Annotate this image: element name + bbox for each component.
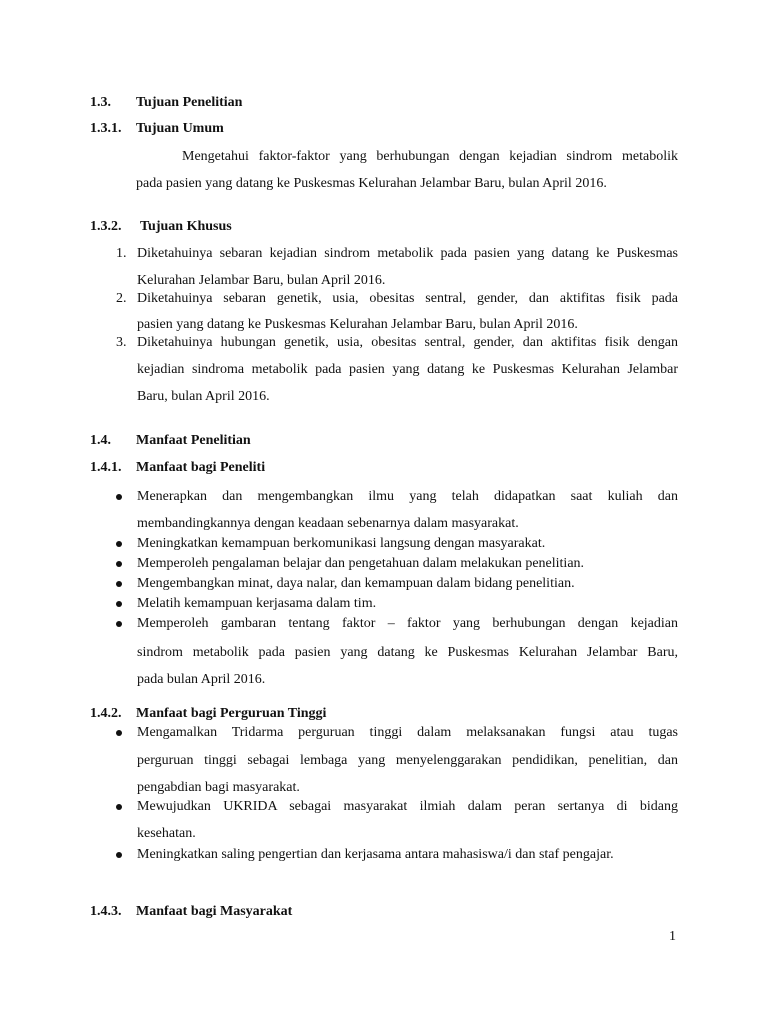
- bullet-icon: [116, 621, 122, 627]
- list-number: 3.: [116, 335, 127, 350]
- list-item-line: Menerapkan dan mengembangkan ilmu yang telah didapatkan saat kuliah dan: [137, 489, 678, 504]
- list-item-line: kejadian sindroma metabolik pada pasien yang datang ke Puskesmas Kelurahan Jelambar: [137, 362, 678, 377]
- section-number: 1.3.: [90, 95, 111, 110]
- paragraph-line: pada pasien yang datang ke Puskesmas Kelurahan Jelambar Baru, bulan April 2016.: [136, 176, 607, 191]
- list-item-line: membandingkannya dengan keadaan sebenarnya dalam masyarakat.: [137, 516, 519, 531]
- list-item-line: pengabdian bagi masyarakat.: [137, 780, 300, 795]
- subsection-title: Manfaat bagi Peneliti: [136, 460, 266, 475]
- section-title: Manfaat Penelitian: [136, 433, 251, 448]
- list-item-line: Meningkatkan kemampuan berkomunikasi langsung dengan masyarakat.: [137, 536, 546, 551]
- subsection-number: 1.4.1.: [90, 460, 122, 475]
- list-item-line: Meningkatkan saling pengertian dan kerjasama antara mahasiswa/i dan staf pengajar.: [137, 847, 614, 862]
- list-item-line: Diketahuinya hubungan genetik, usia, obesitas sentral, gender, dan aktifitas fisik dengan: [137, 335, 678, 350]
- subsection-number: 1.4.3.: [90, 904, 122, 919]
- list-item-line: Diketahuinya sebaran kejadian sindrom metabolik pada pasien yang datang ke Puskesmas: [137, 246, 678, 261]
- page-number: 1: [669, 929, 676, 944]
- list-item-line: pasien yang datang ke Puskesmas Kelurahan Jelambar Baru, bulan April 2016.: [137, 317, 578, 332]
- bullet-icon: [116, 541, 122, 547]
- list-item-line: Kelurahan Jelambar Baru, bulan April 2016.: [137, 273, 386, 288]
- bullet-icon: [116, 601, 122, 607]
- list-item-line: sindrom metabolik pada pasien yang datang ke Puskesmas Kelurahan Jelambar Baru,: [137, 645, 678, 660]
- list-item-line: Mengembangkan minat, daya nalar, dan kemampuan dalam bidang penelitian.: [137, 576, 575, 591]
- list-item-line: Mengamalkan Tridarma perguruan tinggi dalam melaksanakan fungsi atau tugas: [137, 725, 678, 740]
- subsection-number: 1.3.1.: [90, 121, 122, 136]
- bullet-icon: [116, 561, 122, 567]
- list-number: 2.: [116, 291, 127, 306]
- list-item-line: perguruan tinggi sebagai lembaga yang menyelenggarakan pendidikan, penelitian, dan: [137, 753, 678, 768]
- subsection-number: 1.3.2.: [90, 219, 122, 234]
- list-item-line: Memperoleh pengalaman belajar dan pengetahuan dalam melakukan penelitian.: [137, 556, 585, 571]
- subsection-number: 1.4.2.: [90, 706, 122, 721]
- list-item-line: Baru, bulan April 2016.: [137, 389, 270, 404]
- bullet-icon: [116, 581, 122, 587]
- bullet-icon: [116, 730, 122, 736]
- bullet-icon: [116, 494, 122, 500]
- list-item-line: Memperoleh gambaran tentang faktor – faktor yang berhubungan dengan kejadian: [137, 616, 678, 631]
- subsection-title: Tujuan Khusus: [140, 219, 232, 234]
- bullet-icon: [116, 852, 122, 858]
- bullet-icon: [116, 804, 122, 810]
- subsection-title: Tujuan Umum: [136, 121, 224, 136]
- list-number: 1.: [116, 246, 127, 261]
- paragraph-line: Mengetahui faktor-faktor yang berhubungan dengan kejadian sindrom metabolik: [182, 149, 678, 164]
- list-item-line: pada bulan April 2016.: [137, 672, 266, 687]
- section-title: Tujuan Penelitian: [136, 95, 243, 110]
- subsection-title: Manfaat bagi Masyarakat: [136, 904, 293, 919]
- list-item-line: kesehatan.: [137, 826, 196, 841]
- list-item-line: Mewujudkan UKRIDA sebagai masyarakat ilmiah dalam peran sertanya di bidang: [137, 799, 678, 814]
- section-number: 1.4.: [90, 433, 111, 448]
- list-item-line: Diketahuinya sebaran genetik, usia, obesitas sentral, gender, dan aktifitas fisik pada: [137, 291, 678, 306]
- subsection-title: Manfaat bagi Perguruan Tinggi: [136, 706, 327, 721]
- list-item-line: Melatih kemampuan kerjasama dalam tim.: [137, 596, 377, 611]
